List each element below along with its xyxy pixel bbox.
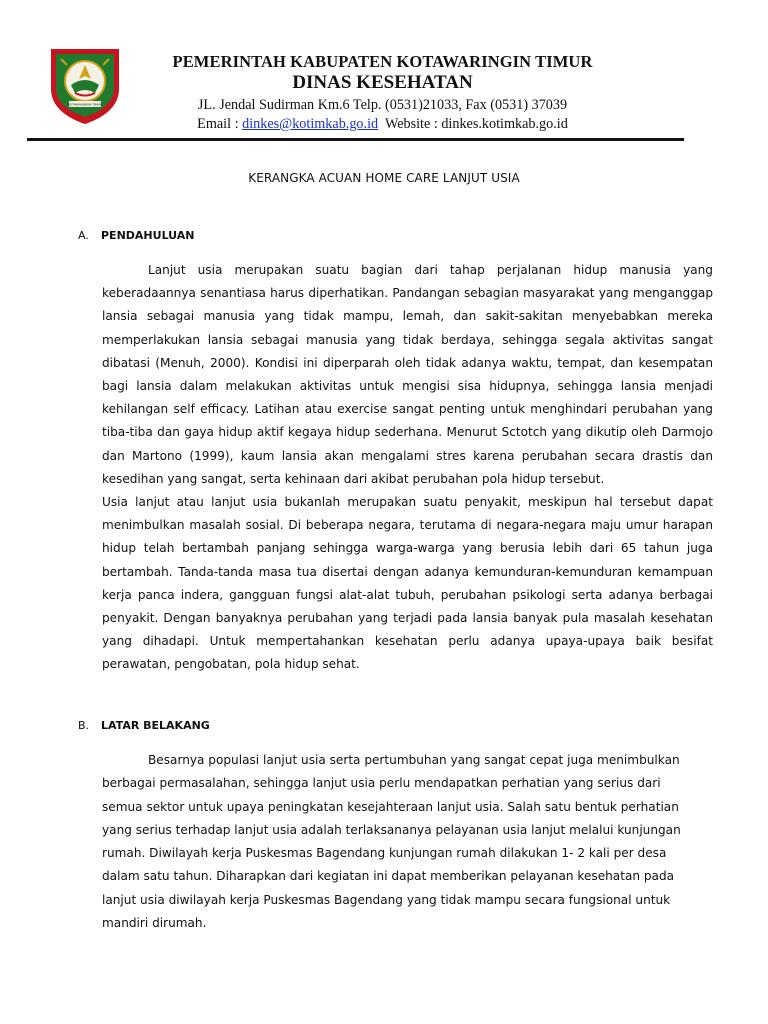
section-title: PENDAHULUAN [101,229,195,242]
paragraph: Usia lanjut atau lanjut usia bukanlah merupakan suatu penyakit, meskipun hal tersebut dapat menimbulkan masalah sosial. Di beberapa negara, terutama di negara-negara maju umur harapan hidup telah bertambah panjang sehingga warga-warga yang berusia lebih dari 65 tahun juga bertambah. Tanda-tanda masa tua disertai dengan adanya kemunduran-kemunduran kemampuan kerja panca indera, gangguan fungsi alat-alat tubuh, perubahan psikologi serta adanya berbagai penyakit. Dengan banyaknya perubahan yang terjadi pada lansia banyak pula masalah kesehatan yang dihadapi. Untuk mempertahankan kesehatan perlu adanya upaya-upaya baik besifat perawatan, pengobatan, pola hidup sehat. [102,495,713,672]
letterhead-divider [27,138,684,141]
section-heading-b [78,719,210,732]
section-heading-a [78,229,195,242]
paragraph: Lanjut usia merupakan suatu bagian dari tahap perjalanan hidup manusia yang keberadaannya senantiasa harus diperhatikan. Pandangan sebagian masyarakat yang menganggap lansia sebagai manusia yang tidak mampu, lemah, dan sakit-sakitan menyebabkan mereka memperlakukan lansia sebagai manusia yang tidak berdaya, sehingga segala aktivitas sangat dibatasi (Menuh, 2000). Kondisi ini diperparah oleh tidak adanya waktu, tempat, dan kesempatan bagi lansia dalam melakukan aktivitas untuk mengisi sisa hidupnya, sehingga lansia menjadi kehilangan self efficacy. Latihan atau exercise sangat penting untuk menghindari perubahan yang tiba-tiba dan gaya hidup aktif kegaya hidup sederhana. Menurut Sctotch yang dikutip oleh Darmojo dan Martono (1999), kaum lansia akan mengalami stres karena perubahan secara drastis dan kesedihan yang sangat, serta kehinaan dari akibat perubahan pola hidup tersebut. [102,263,713,486]
paragraph: Besarnya populasi lanjut usia serta pertumbuhan yang sangat cepat juga menimbulkan berbagai permasalahan, sehingga lanjut usia perlu mendapatkan perhatian yang serius dari semua sektor untuk upaya peningkatan kesejahteraan lanjut usia. Salah satu bentuk perhatian yang serius terhadap lanjut usia adalah terlaksananya pelayanan usia lanjut melalui kunjungan rumah. Diwilayah kerja Puskesmas Bagendang kunjungan rumah dilakukan 1- 2 kali per desa dalam satu tahun. Diharapkan dari kegiatan ini dapat memberikan pelayanan kesehatan pada lanjut usia diwilayah kerja Puskesmas Bagendang yang tidak mampu secara fungsional untuk mandiri dirumah. [102,753,681,931]
email-label: Email : [197,116,243,132]
logo-text: KOTAWARINGIN TIMUR [68,102,102,107]
section-b-body [102,749,702,935]
letterhead-government: PEMERINTAH KABUPATEN KOTAWARINGIN TIMUR [172,52,593,71]
letterhead [130,52,635,134]
email-link[interactable]: dinkes@kotimkab.go.id [242,116,379,132]
section-number: A. [78,229,89,242]
letterhead-address: JL. Jendal Sudirman Km.6 Telp. (0531)21033, Fax (0531) 37039 [197,97,568,113]
letterhead-agency: DINAS KESEHATAN [292,72,473,93]
section-a-body [102,259,713,677]
letterhead-contact [130,115,635,134]
website-text: Website : dinkes.kotimkab.go.id [378,116,568,132]
regency-emblem-logo [47,45,123,125]
section-title: LATAR BELAKANG [101,719,210,732]
section-number: B. [78,719,90,732]
document-title: KERANGKA ACUAN HOME CARE LANJUT USIA [248,171,520,185]
